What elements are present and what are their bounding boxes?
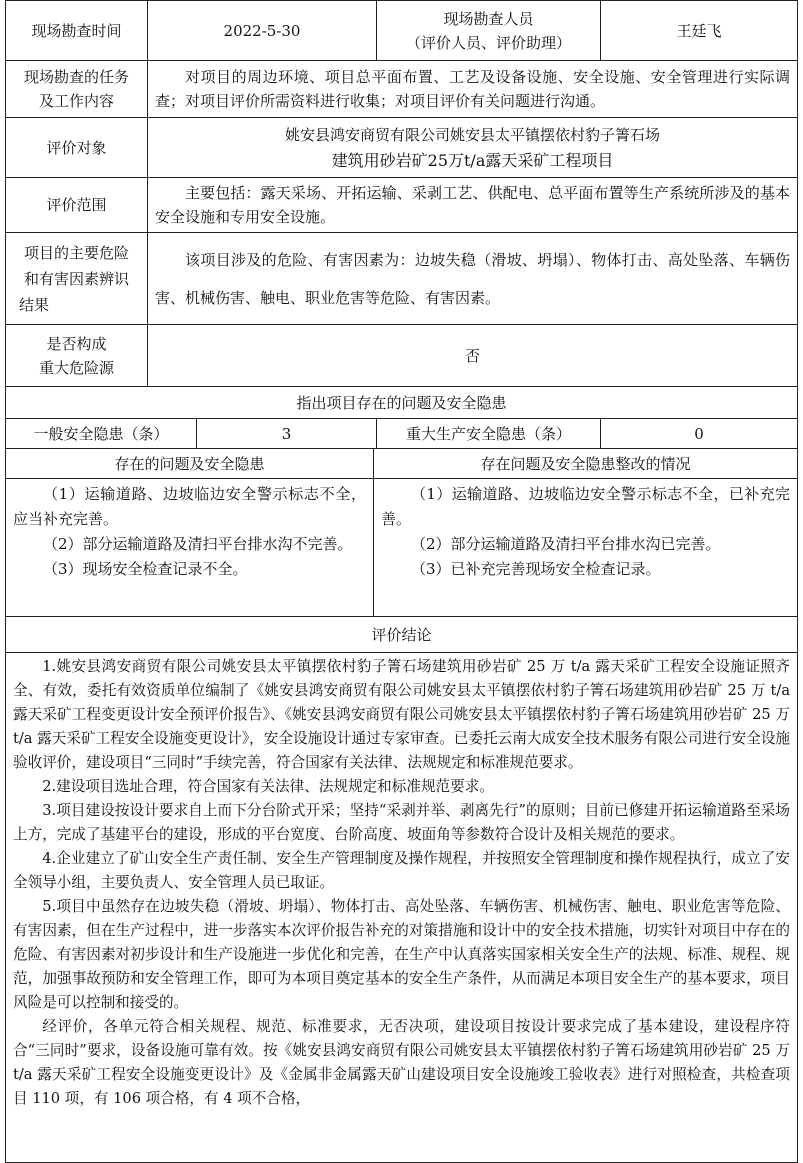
issue-left-item: （2）部分运输道路及清扫平台排水沟不完善。 [43, 535, 353, 553]
survey-people-label [377, 1, 601, 61]
hazards-row [6, 233, 798, 325]
conclusion-header: 评价结论 [6, 617, 798, 653]
hazards-label-line2: 和有害因素辨识 [23, 269, 129, 288]
survey-time-value: 2022-5-30 [148, 1, 377, 61]
issues-detail-row [6, 479, 798, 617]
scope-text: 主要包括：露天采场、开拓运输、采剥工艺、供配电、总平面布置等生产系统所涉及的基本安全设施和专用安全设施。 [148, 178, 798, 233]
conclusion-header-row [6, 617, 798, 653]
tasks-label [6, 61, 148, 118]
conclusion-paragraph: 4.企业建立了矿山安全生产责任制、安全生产管理制度及操作规程，并按照安全管理制度和操作规程执行，成立了安全领导小组，主要负责人、安全管理人员已取证。 [13, 850, 791, 891]
conclusion-paragraph: 1.姚安县鸿安商贸有限公司姚安县太平镇摆依村豹子箐石场建筑用砂岩矿 25 万 t/a 露天采矿工程安全设施证照齐全、有效，委托有效资质单位编制了《姚安县鸿安商贸有限公司姚安县太平镇摆依村豹子箐石场建筑用砂岩矿 25 万 t/a 露天采矿工程变更设计安全预评价报告》、《姚安县鸿安商贸有限公司姚安县太平镇摆依村豹子箐石场建筑用砂岩矿 25 万 t/a 露天采矿工程安全设施变更设计》，安全设施设计通过专家审查。已委托云南大成安全技术服务有限公司进行安全设施验收评价，建设项目“三同时”手续完善，符合国家有关法律、法规规定和标准规范要求。 [13, 658, 791, 771]
conclusion-body [6, 653, 798, 1163]
major-hazard-value: 否 [148, 325, 798, 387]
issues-left-header: 存在的问题及安全隐患 [6, 449, 374, 479]
object-label: 评价对象 [6, 118, 148, 178]
issues-right-header: 存在问题及安全隐患整改的情况 [374, 449, 798, 479]
survey-people-label-line1: 现场勘查人员 [443, 9, 534, 28]
conclusion-paragraph: 3.项目建设按设计要求自上而下分台阶式开采；坚持“采剥并举、剥离先行”的原则；目前已修建开拓运输道路至采场上方，完成了基建平台的建设，形成的平台宽度、台阶高度、坡面角等参数符合设计及相关规范的要求。 [13, 802, 791, 843]
major-hazard-label [6, 325, 148, 387]
object-value [148, 118, 798, 178]
scope-row [6, 178, 798, 233]
conclusion-row [6, 653, 798, 1163]
conclusion-paragraph: 经评价，各单元符合相关规程、规范、标准要求，无否决项，建设项目按设计要求完成了基本建设，建设程序符合“三同时”要求，设备设施可靠有效。按《姚安县鸿安商贸有限公司姚安县太平镇摆依村豹子箐石场建筑用砂岩矿 25 万 t/a 露天采矿工程安全设施变更设计》及《金属非金属露天矿山建设项目安全设施竣工验收表》进行对照检查，共检查项目 110 项，有 106 项合格，有 4 项不合格， [13, 1018, 791, 1107]
survey-people-value: 王廷飞 [601, 1, 798, 61]
survey-time-label: 现场勘查时间 [6, 1, 148, 61]
hazards-label [6, 233, 148, 325]
assessment-table [5, 0, 798, 1163]
issue-left-item: （1）运输道路、边坡临边安全警示标志不全，应当补充完善。 [13, 485, 366, 528]
tasks-row [6, 61, 798, 118]
tasks-text: 对项目的周边环境、项目总平面布置、工艺及设备设施、安全设施、安全管理进行实际调查；对项目评价所需资料进行收集；对项目评价有关问题进行沟通。 [148, 61, 798, 118]
hazards-text: 该项目涉及的危险、有害因素为：边坡失稳（滑坡、坍塌）、物体打击、高处坠落、车辆伤害、机械伤害、触电、职业危害等危险、有害因素。 [148, 233, 798, 325]
major-hazard-label-line2: 重大危险源 [38, 358, 114, 377]
conclusion-paragraph: 5.项目中虽然存在边坡失稳（滑坡、坍塌）、物体打击、高处坠落、车辆伤害、机械伤害、触电、职业危害等危险、有害因素，但在生产过程中，进一步落实本次评价报告补充的对策措施和设计中的安全技术措施，切实针对项目中存在的危险、有害因素对初步设计和生产设施进一步优化和完善，在生产中认真落实国家相关安全生产的法规、标准、规程、规范，加强事故预防和安全管理工作，即可为本项目奠定基本的安全生产条件，从而满足本项目安全生产的基本要求，项目风险是可以控制和接受的。 [13, 898, 791, 1011]
tasks-label-line1: 现场勘查的任务 [23, 68, 129, 86]
object-row [6, 118, 798, 178]
issues-right-list [374, 479, 798, 617]
general-hazard-label: 一般安全隐患（条） [6, 419, 197, 449]
major-hazard-count-label: 重大生产安全隐患（条） [377, 419, 601, 449]
tasks-label-line2: 及工作内容 [38, 92, 114, 110]
issues-header-row [6, 387, 798, 419]
hazards-label-line3: 结果 [19, 295, 50, 314]
survey-people-label-line2: （评价人员、评价助理） [406, 33, 572, 52]
columns-header-row [6, 449, 798, 479]
issue-right-item: （1）运输道路、边坡临边安全警示标志不全，已补充完善。 [381, 485, 791, 528]
hazards-label-line1: 项目的主要危险 [23, 243, 129, 262]
scope-label: 评价范围 [6, 178, 148, 233]
issue-right-item: （2）部分运输道路及清扫平台排水沟已完善。 [411, 535, 721, 553]
issue-right-item: （3）已补充完善现场安全检查记录。 [411, 560, 661, 578]
issues-header: 指出项目存在的问题及安全隐患 [6, 387, 798, 419]
object-value-line1: 姚安县鸿安商贸有限公司姚安县太平镇摆依村豹子箐石场 [285, 125, 661, 144]
general-hazard-count: 3 [197, 419, 377, 449]
major-hazard-label-line1: 是否构成 [46, 334, 107, 353]
major-hazard-count: 0 [601, 419, 798, 449]
issues-left-list [6, 479, 374, 617]
conclusion-paragraph: 2.建设项目选址合理，符合国家有关法律、法规规定和标准规范要求。 [42, 778, 494, 795]
major-hazard-row [6, 325, 798, 387]
survey-info-row [6, 1, 798, 61]
counts-row [6, 419, 798, 449]
object-value-line2: 建筑用砂岩矿25万t/a露天采矿工程项目 [331, 150, 614, 170]
issue-left-item: （3）现场安全检查记录不全。 [43, 560, 248, 578]
